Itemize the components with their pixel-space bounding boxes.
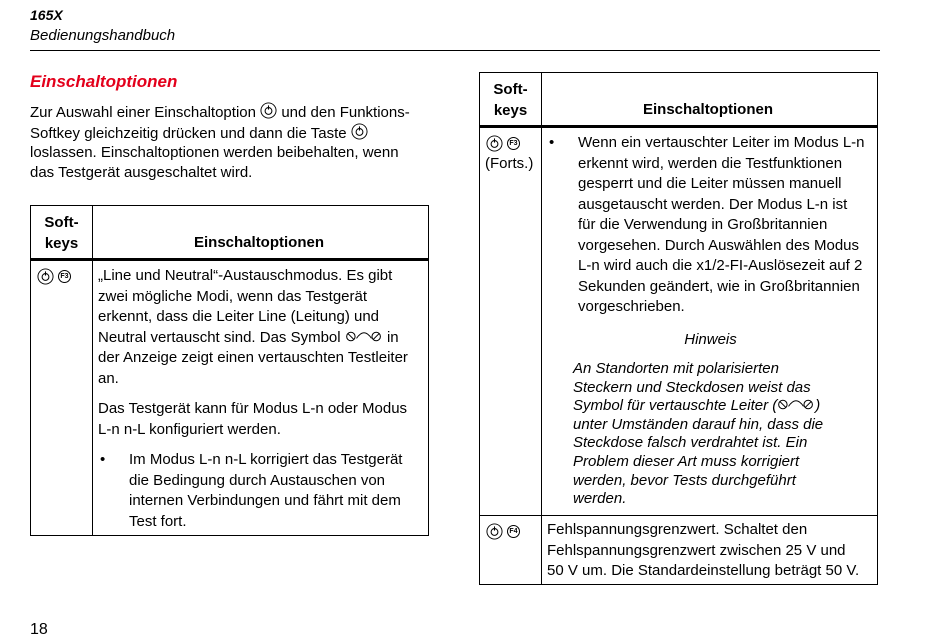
col-header-options: Einschaltoptionen	[643, 101, 774, 118]
bullet-item: • Wenn ein vertauschter Leiter im Modus L-n erkennt wird, werden die Testfunktionen gesperrt und die Leiter müssen manuell ausgetauscht werden. Der Modus L-n ist für die Verwendung in Großbritannien vorgesehen. Durch Auswählen des Modus L-n wird auch die x1/2-FI-Auslösezeit auf 2 Sekunden geändert, wie in Großbritannien vorgeschrieben.	[549, 134, 865, 315]
power-key-icon	[260, 102, 277, 119]
col-header-softkeys: Soft- keys	[493, 81, 528, 119]
intro-line-3: loslassen. Einschaltoptionen werden beibehalten, wenn	[30, 144, 399, 161]
continued-label: (Forts.)	[485, 155, 534, 172]
option-description: Fehlspannungsgrenzwert. Schaltet den Fehlspannungsgrenzwert zwischen 25 V und 50 V um. Die Standardeinstellung beträgt 50 V.	[547, 521, 860, 579]
power-key-icon	[486, 523, 503, 540]
f3-key-icon: F3	[58, 270, 71, 283]
softkey-combo	[486, 523, 520, 540]
manual-model: 165X	[30, 7, 63, 23]
col-header-softkeys: Soft- keys	[44, 214, 79, 252]
note-body: An Standorten mit polarisierten Steckern und Steckdosen weist das Symbol für vertauschte Leiter ( ) unter Umständen darauf hin, dass die Steckdose falsch verdrahtet ist. Ein Problem dieser Art muss korrigiert werden, bevor Tests durchgeführt werden.	[573, 360, 824, 508]
softkey-combo	[37, 268, 71, 285]
power-key-icon	[486, 135, 503, 152]
note-title: Hinweis	[684, 331, 737, 348]
options-table-left	[30, 205, 429, 536]
reversed-wiring-icon	[345, 329, 383, 344]
power-key-icon	[351, 123, 368, 140]
softkey-combo	[486, 135, 520, 152]
manual-subtitle: Bedienungshandbuch	[30, 27, 176, 44]
option-description	[547, 133, 872, 318]
option-description: „Line und Neutral“-Austauschmodus. Es gibt zwei mögliche Modi, wenn das Testgerät erkennt, dass die Leiter Line (Leitung) und Neutral vertauscht sind. Das Symbol in der Anzeige zeigt einen vertauschten Testleiter an. Das Testgerät kann für Modus L-n oder Modus L-n n-L konfiguriert werden. • Im Modus L-n n-L korrigiert das Testgerät die Bedingung durch Austauschen von internen Verbindungen und fährt mit dem Test fort.	[98, 266, 423, 532]
section-title: Einschaltoptionen	[30, 72, 178, 91]
col-header-options: Einschaltoptionen	[194, 234, 325, 251]
bullet-item: • Im Modus L-n n-L korrigiert das Testgerät die Bedingung durch Austauschen von internen Verbindungen und fährt mit dem Test fort.	[100, 451, 403, 530]
f4-key-icon: F4	[507, 525, 520, 538]
reversed-wiring-icon	[777, 397, 815, 412]
intro-line-1a: Zur Auswahl einer Einschaltoption	[30, 104, 256, 121]
power-key-icon	[37, 268, 54, 285]
page-number: 18	[30, 621, 48, 638]
intro-line-1b: und den Funktions-	[281, 104, 410, 121]
intro-line-2: Softkey gleichzeitig drücken und dann die Taste	[30, 124, 347, 142]
header-divider	[30, 50, 880, 51]
options-table-right	[479, 72, 878, 585]
f3-key-icon: F3	[507, 137, 520, 150]
intro-line-4: das Testgerät ausgeschaltet wird.	[30, 163, 253, 181]
intro-paragraph	[30, 102, 430, 182]
